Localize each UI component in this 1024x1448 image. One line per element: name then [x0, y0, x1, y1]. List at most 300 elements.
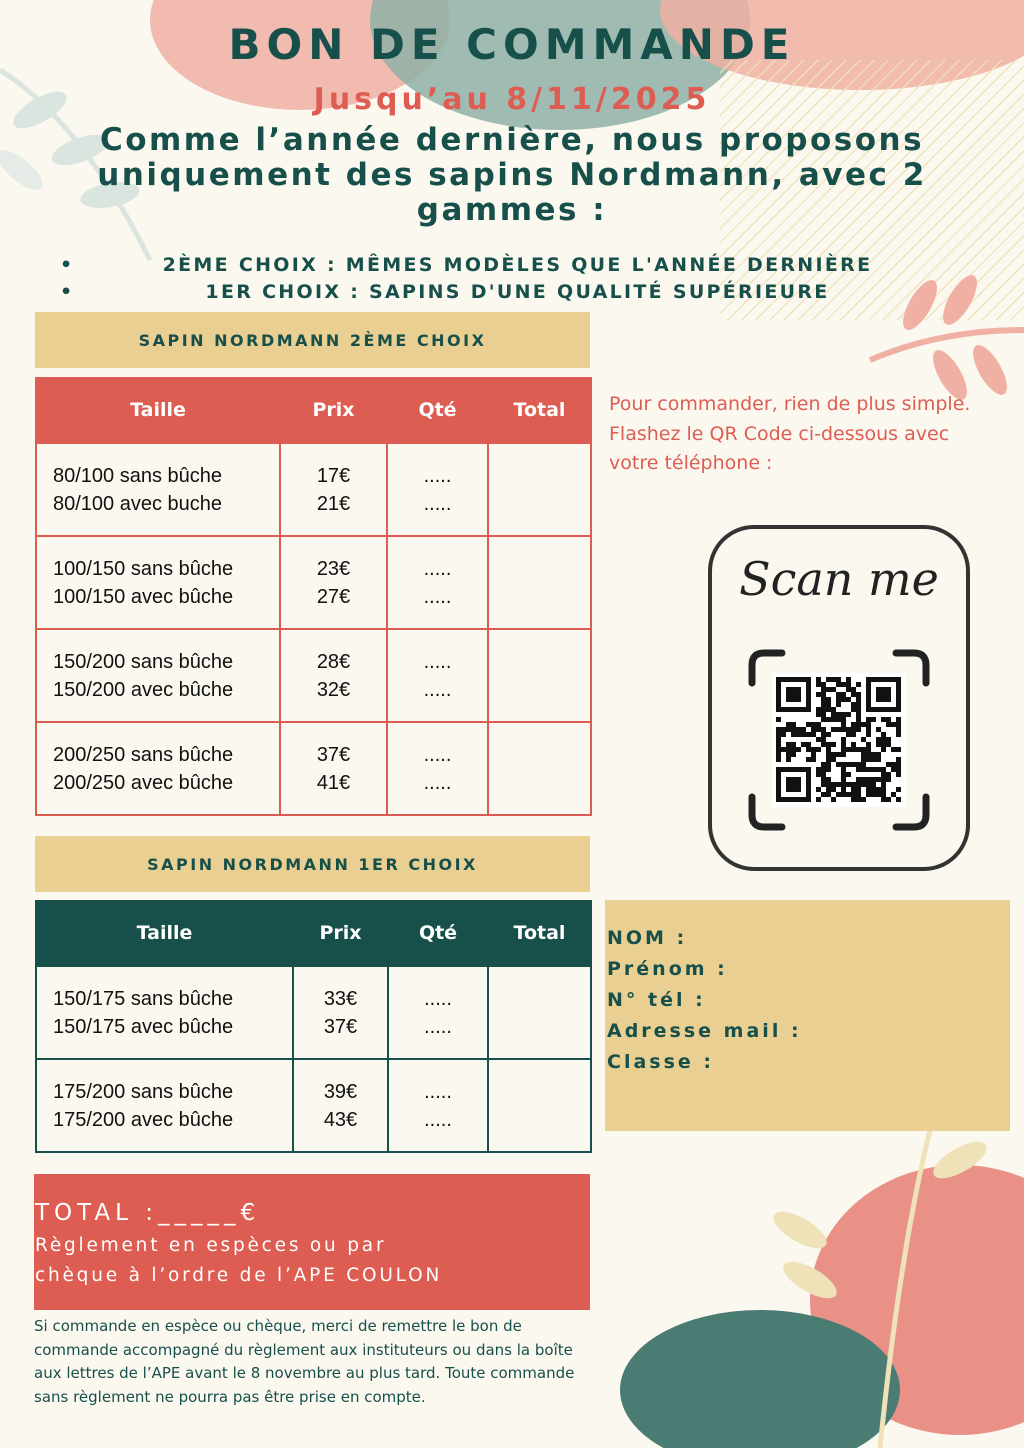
qr-module	[826, 782, 831, 787]
qr-module	[801, 742, 806, 747]
qr-module	[856, 797, 861, 802]
qr-module	[801, 727, 806, 732]
total-cell[interactable]	[488, 443, 591, 536]
qr-module	[831, 752, 836, 757]
qr-module	[846, 747, 851, 752]
qr-module	[881, 787, 886, 792]
qr-module	[841, 767, 846, 772]
qr-module	[886, 777, 891, 782]
qr-module	[881, 782, 886, 787]
qr-module	[776, 752, 781, 757]
qr-module	[846, 762, 851, 767]
qty-cell[interactable]: ..... .....	[388, 1059, 488, 1152]
scan-me-label: Scan me	[739, 552, 939, 606]
qr-module	[871, 752, 876, 757]
section-title-1st-choice: SAPIN NORDMANN 1ER CHOIX	[35, 836, 590, 892]
table-header-row	[36, 900, 591, 966]
qr-module	[791, 752, 796, 757]
qr-module	[891, 762, 896, 767]
qr-module	[776, 732, 781, 737]
qr-module	[866, 747, 871, 752]
qr-module	[866, 752, 871, 757]
qr-module	[871, 767, 876, 772]
list-item: • 2ÈME CHOIX : MÊMES MODÈLES QUE L'ANNÉE DERNIÈRE	[60, 254, 873, 276]
order-instructions	[609, 390, 1004, 479]
qr-module	[866, 742, 871, 747]
table-row	[36, 1059, 591, 1152]
qr-module	[876, 742, 881, 747]
qr-module	[876, 737, 881, 742]
qr-module	[896, 772, 901, 777]
form-field-name[interactable]: NOM :	[607, 927, 688, 949]
qr-module	[851, 762, 856, 767]
qr-module	[896, 762, 901, 767]
table-row	[36, 536, 591, 629]
total-cell[interactable]	[488, 966, 591, 1059]
qr-module	[856, 792, 861, 797]
qty-cell[interactable]: ..... .....	[387, 629, 488, 722]
qr-module	[851, 787, 856, 792]
column-header-price: Prix	[293, 900, 388, 966]
qr-module	[796, 747, 801, 752]
qr-module	[786, 742, 791, 747]
qr-code-icon[interactable]	[748, 649, 930, 831]
qty-cell[interactable]: ..... .....	[387, 536, 488, 629]
qr-module	[831, 782, 836, 787]
qr-module	[836, 692, 841, 697]
qr-module	[861, 767, 866, 772]
table-row	[36, 966, 591, 1059]
qr-module	[846, 697, 851, 702]
qr-module	[891, 767, 896, 772]
qr-module	[896, 797, 901, 802]
qr-module	[821, 682, 826, 687]
qr-module	[896, 727, 901, 732]
qr-module	[816, 682, 821, 687]
size-cell: 100/150 sans bûche 100/150 avec bûche	[36, 536, 280, 629]
qr-module	[866, 732, 871, 737]
price-cell: 23€ 27€	[280, 536, 387, 629]
qr-module	[881, 777, 886, 782]
qr-module	[826, 742, 831, 747]
qr-module	[791, 722, 796, 727]
qr-module	[821, 707, 826, 712]
qr-module	[856, 747, 861, 752]
qr-module	[796, 732, 801, 737]
qr-module	[876, 752, 881, 757]
qr-module	[881, 797, 886, 802]
qr-module	[836, 727, 841, 732]
bullet-icon: •	[60, 281, 75, 303]
qr-module	[846, 732, 851, 737]
qr-module	[881, 772, 886, 777]
qr-module	[806, 747, 811, 752]
qr-module	[776, 742, 781, 747]
qr-module	[821, 712, 826, 717]
qr-module	[836, 702, 841, 707]
qr-module	[831, 797, 836, 802]
price-cell: 39€ 43€	[293, 1059, 388, 1152]
qr-module	[811, 757, 816, 762]
section-title-2nd-choice: SAPIN NORDMANN 2ÈME CHOIX	[35, 312, 590, 368]
qr-module	[826, 717, 831, 722]
qr-module	[881, 732, 886, 737]
qr-module	[806, 742, 811, 747]
order-instructions-line2: Flashez le QR Code ci-dessous avec votre téléphone :	[609, 422, 950, 474]
qr-module	[841, 682, 846, 687]
qr-module	[776, 727, 781, 732]
bullet-icon: •	[60, 254, 75, 276]
qr-module	[871, 792, 876, 797]
qr-module	[881, 742, 886, 747]
qr-module	[781, 747, 786, 752]
qr-module	[786, 757, 791, 762]
qr-module	[886, 717, 891, 722]
table-row	[36, 629, 591, 722]
qr-module	[826, 702, 831, 707]
qr-module	[856, 787, 861, 792]
qr-module	[826, 762, 831, 767]
qr-module	[856, 692, 861, 697]
qr-module	[836, 752, 841, 757]
qr-module	[836, 712, 841, 717]
qr-module	[866, 787, 871, 792]
qr-module	[826, 777, 831, 782]
intro-text: Comme l’année dernière, nous proposons uniquement des sapins Nordmann, avec 2 gammes :	[97, 122, 927, 228]
qr-module	[856, 722, 861, 727]
qr-module	[836, 717, 841, 722]
qr-module	[821, 697, 826, 702]
qr-module	[896, 757, 901, 762]
qr-module	[846, 682, 851, 687]
qr-module	[841, 727, 846, 732]
size-cell: 150/175 sans bûche 150/175 avec bûche	[36, 966, 293, 1059]
qr-module	[816, 787, 821, 792]
qr-module	[816, 747, 821, 752]
qr-module	[826, 687, 831, 692]
qr-module	[831, 712, 836, 717]
qr-module	[856, 777, 861, 782]
price-cell: 37€ 41€	[280, 722, 387, 815]
qr-module	[816, 727, 821, 732]
qr-module	[811, 732, 816, 737]
qr-module	[856, 697, 861, 702]
qr-module	[776, 737, 781, 742]
qr-module	[816, 797, 821, 802]
qr-module	[861, 757, 866, 762]
qr-module	[831, 757, 836, 762]
order-instructions-line1: Pour commander, rien de plus simple.	[609, 393, 971, 415]
qr-module	[831, 727, 836, 732]
qr-module	[776, 747, 781, 752]
qr-module	[821, 727, 826, 732]
qr-module	[786, 727, 791, 732]
qr-module	[836, 697, 841, 702]
qr-module	[861, 747, 866, 752]
qr-module	[866, 757, 871, 762]
qr-module	[896, 787, 901, 792]
column-header-price: Prix	[280, 377, 387, 443]
qr-module	[856, 702, 861, 707]
form-field-firstname[interactable]: Prénom :	[607, 958, 728, 980]
qr-module	[821, 792, 826, 797]
qr-module	[826, 697, 831, 702]
table-row	[36, 443, 591, 536]
qr-module	[841, 692, 846, 697]
qr-module	[866, 767, 871, 772]
qr-module	[831, 742, 836, 747]
form-field-email[interactable]: Adresse mail :	[607, 1020, 802, 1042]
qr-module	[871, 782, 876, 787]
qr-module	[781, 732, 786, 737]
qr-module	[831, 707, 836, 712]
qr-module	[816, 712, 821, 717]
table-header-row	[36, 377, 591, 443]
qr-module	[826, 752, 831, 757]
qr-module	[846, 727, 851, 732]
qr-module	[871, 757, 876, 762]
qr-module	[876, 757, 881, 762]
column-header-total: Total	[488, 377, 591, 443]
qr-module	[856, 707, 861, 712]
qr-module	[841, 747, 846, 752]
qr-module	[856, 762, 861, 767]
qr-module	[831, 787, 836, 792]
qr-module	[816, 707, 821, 712]
qr-module	[821, 772, 826, 777]
qr-module	[851, 797, 856, 802]
qr-module	[861, 737, 866, 742]
qr-module	[881, 767, 886, 772]
qr-module	[791, 732, 796, 737]
qr-module	[841, 752, 846, 757]
size-cell: 175/200 sans bûche 175/200 avec bûche	[36, 1059, 293, 1152]
qty-cell[interactable]: ..... .....	[387, 722, 488, 815]
qr-module	[816, 677, 821, 682]
qr-module	[786, 752, 791, 757]
price-cell: 17€ 21€	[280, 443, 387, 536]
qr-module	[886, 762, 891, 767]
deadline: Jusqu’au 8/11/2025	[313, 82, 711, 117]
qr-module	[861, 782, 866, 787]
qr-module	[791, 727, 796, 732]
qr-module	[886, 737, 891, 742]
qr-module	[836, 782, 841, 787]
qr-module	[886, 722, 891, 727]
qr-module	[816, 737, 821, 742]
qr-module	[836, 762, 841, 767]
qr-module	[821, 702, 826, 707]
qr-module	[866, 777, 871, 782]
total-field[interactable]: TOTAL :_____€	[35, 1200, 261, 1226]
price-cell: 28€ 32€	[280, 629, 387, 722]
qr-module	[811, 722, 816, 727]
qr-module	[881, 717, 886, 722]
column-header-size: Taille	[36, 900, 293, 966]
qr-module	[851, 687, 856, 692]
qr-module	[896, 717, 901, 722]
qr-module	[826, 767, 831, 772]
qr-module	[866, 727, 871, 732]
price-cell: 33€ 37€	[293, 966, 388, 1059]
customer-form	[605, 900, 1010, 1131]
qr-module	[846, 782, 851, 787]
qr-module	[881, 747, 886, 752]
qr-module	[866, 782, 871, 787]
form-field-phone[interactable]: N° tél :	[607, 989, 706, 1011]
qr-module	[851, 732, 856, 737]
qr-module	[851, 747, 856, 752]
price-table-2nd-choice	[35, 377, 592, 816]
qr-module	[841, 712, 846, 717]
total-box	[34, 1174, 590, 1310]
qr-module	[851, 782, 856, 787]
qr-module	[791, 747, 796, 752]
qr-module	[896, 732, 901, 737]
size-cell: 200/250 sans bûche 200/250 avec bûche	[36, 722, 280, 815]
qr-module	[861, 797, 866, 802]
qr-module	[831, 687, 836, 692]
qr-module	[851, 702, 856, 707]
qr-module	[826, 792, 831, 797]
footer-note: Si commande en espèce ou chèque, merci de remettre le bon de commande accompagné du règlement aux instituteurs ou dans la boîte aux lettres de l’APE avant le 8 novembre au plus tard. Toute commande sans règlement ne pourra pas être prise en compte.	[34, 1317, 575, 1406]
total-cell[interactable]	[488, 536, 591, 629]
qr-module	[846, 772, 851, 777]
qr-module	[856, 717, 861, 722]
qr-module	[876, 767, 881, 772]
qr-module	[806, 722, 811, 727]
qty-cell[interactable]: ..... .....	[387, 443, 488, 536]
qr-module	[811, 747, 816, 752]
range-list	[60, 254, 930, 308]
qr-module	[791, 742, 796, 747]
qr-module	[841, 742, 846, 747]
qr-module	[836, 792, 841, 797]
qr-module	[851, 727, 856, 732]
qr-module	[811, 727, 816, 732]
qr-module	[826, 787, 831, 792]
qr-module	[826, 677, 831, 682]
qr-module	[851, 792, 856, 797]
qr-module	[841, 792, 846, 797]
column-header-qty: Qté	[388, 900, 488, 966]
qr-module	[836, 682, 841, 687]
qr-module	[796, 727, 801, 732]
qr-module	[871, 787, 876, 792]
qr-module	[821, 732, 826, 737]
qr-module	[806, 732, 811, 737]
payment-info-line1: Règlement en espèces ou par	[35, 1235, 387, 1256]
qr-module	[841, 697, 846, 702]
qr-module	[821, 782, 826, 787]
qr-module	[841, 787, 846, 792]
qr-module	[841, 777, 846, 782]
qr-module	[846, 677, 851, 682]
column-header-total: Total	[488, 900, 591, 966]
column-header-size: Taille	[36, 377, 280, 443]
total-cell[interactable]	[488, 722, 591, 815]
qr-module	[866, 792, 871, 797]
qr-module	[816, 772, 821, 777]
qr-module	[826, 732, 831, 737]
qr-module	[841, 722, 846, 727]
qr-module	[811, 752, 816, 757]
qr-module	[851, 707, 856, 712]
qr-module	[896, 747, 901, 752]
qr-finder	[786, 687, 801, 702]
qr-module	[821, 767, 826, 772]
qr-module	[826, 757, 831, 762]
qr-module	[876, 777, 881, 782]
total-cell[interactable]	[488, 629, 591, 722]
qr-module	[876, 727, 881, 732]
qr-module	[856, 712, 861, 717]
qr-module	[821, 737, 826, 742]
qr-module	[871, 777, 876, 782]
size-cell: 80/100 sans bûche 80/100 avec buche	[36, 443, 280, 536]
qr-module	[851, 742, 856, 747]
qr-module	[881, 792, 886, 797]
qr-module	[831, 717, 836, 722]
qr-module	[821, 742, 826, 747]
qr-module	[861, 762, 866, 767]
qr-module	[841, 782, 846, 787]
total-cell[interactable]	[488, 1059, 591, 1152]
qr-module	[801, 732, 806, 737]
qr-module	[856, 782, 861, 787]
qr-module	[876, 792, 881, 797]
qr-module	[886, 742, 891, 747]
qr-module	[891, 747, 896, 752]
qr-module	[821, 717, 826, 722]
qty-cell[interactable]: ..... .....	[388, 966, 488, 1059]
qr-module	[816, 692, 821, 697]
qr-module	[891, 722, 896, 727]
qr-module	[866, 722, 871, 727]
qr-module	[841, 762, 846, 767]
column-header-qty: Qté	[387, 377, 488, 443]
qr-module	[806, 757, 811, 762]
table-row	[36, 722, 591, 815]
qr-module	[866, 717, 871, 722]
qr-module	[776, 717, 781, 722]
qr-module	[846, 687, 851, 692]
qr-module	[821, 687, 826, 692]
qr-module	[861, 722, 866, 727]
qr-module	[876, 787, 881, 792]
qr-module	[886, 797, 891, 802]
qr-finder	[786, 777, 801, 792]
qr-module	[851, 692, 856, 697]
form-field-class[interactable]: Classe :	[607, 1051, 714, 1073]
payment-info-line2: chèque à l’ordre de l’APE COULON	[35, 1265, 443, 1286]
qr-module	[776, 757, 781, 762]
qr-module	[856, 727, 861, 732]
qr-module	[841, 772, 846, 777]
qr-module	[846, 712, 851, 717]
price-table-1st-choice	[35, 900, 592, 1153]
page-title: BON DE COMMANDE	[228, 20, 796, 69]
qr-module	[896, 767, 901, 772]
qr-module	[846, 792, 851, 797]
qr-module	[841, 717, 846, 722]
qr-finder	[876, 687, 891, 702]
qr-module	[851, 722, 856, 727]
qr-module	[821, 777, 826, 782]
qr-module	[856, 767, 861, 772]
qr-module	[856, 682, 861, 687]
qr-module	[881, 737, 886, 742]
